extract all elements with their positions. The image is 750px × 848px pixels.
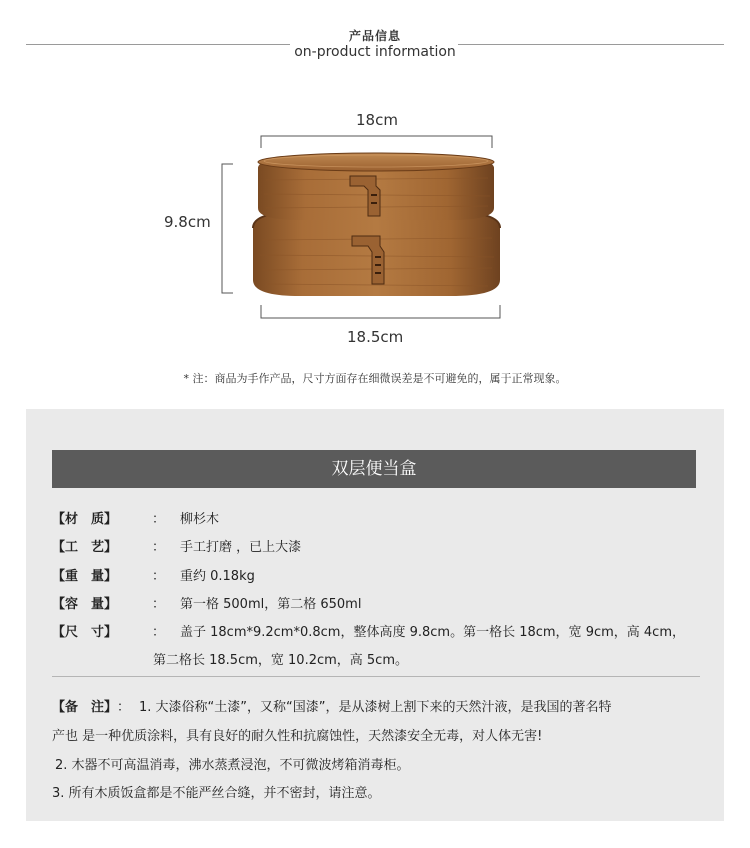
spec-panel [26, 409, 724, 821]
spec-value: 盖子 18cm*9.2cm*0.8cm，整体高度 9.8cm。第一格长 18cm，宽 9cm，高 4cm， [180, 625, 685, 640]
section-title-en: on-product information [294, 44, 456, 60]
spec-label: 【材 质】 [52, 512, 118, 527]
lid [258, 153, 494, 171]
dimension-bottom-width: 18.5cm [347, 328, 404, 346]
dimension-height: 9.8cm [164, 213, 211, 231]
spec-colon: ： [152, 540, 166, 555]
product-name-bar: 双层便当盒 [52, 450, 696, 488]
spec-value: 第一格 500ml，第二格 650ml [180, 597, 362, 612]
spec-label: 【重 量】 [52, 569, 118, 584]
remarks-colon: ： [117, 700, 131, 715]
remarks-line-4: 3. 所有木质饭盒都是不能严丝合缝，并不密封，请注意。 [52, 786, 381, 801]
remarks-line-1 [52, 696, 612, 715]
spec-colon: ： [152, 569, 166, 584]
spec-divider [52, 676, 700, 677]
spec-row-capacity [52, 592, 361, 617]
spec-colon: ： [152, 512, 166, 527]
remarks-line-3: 2. 木器不可高温消毒，沸水蒸煮浸泡，不可微波烤箱消毒柜。 [55, 758, 410, 773]
handmade-note: * 注：商品为手作产品，尺寸方面存在细微误差是不可避免的，属于正常现象。 [183, 372, 567, 385]
spec-colon: ： [152, 597, 166, 612]
spec-colon: ： [152, 625, 166, 640]
bottom-tier [253, 212, 500, 296]
spec-label: 【工 艺】 [52, 540, 118, 555]
spec-row-weight [52, 564, 255, 589]
spec-size-continued: 第二格长 18.5cm，宽 10.2cm，高 5cm。 [153, 653, 408, 668]
remarks-label: 【备 注】 [52, 700, 118, 715]
spec-value: 柳杉木 [180, 512, 220, 527]
product-illustration [0, 110, 750, 360]
spec-row-material [52, 507, 219, 532]
spec-row-size [52, 620, 685, 645]
section-title-cn: 产品信息 [348, 29, 401, 43]
dimension-top-width: 18cm [356, 111, 398, 129]
spec-label: 【尺 寸】 [52, 625, 118, 640]
remarks-text-1: 1. 大漆俗称“土漆”，又称“国漆”，是从漆树上割下来的天然汁液，是我国的著名特 [139, 700, 612, 715]
spec-label: 【容 量】 [52, 597, 118, 612]
spec-value: 手工打磨 ，已上大漆 [180, 540, 302, 555]
spec-row-craft [52, 535, 301, 560]
spec-value: 重约 0.18kg [180, 569, 255, 584]
remarks-line-2: 产也 是一种优质涂料，具有良好的耐久性和抗腐蚀性，天然漆安全无毒，对人体无害! [52, 729, 543, 744]
